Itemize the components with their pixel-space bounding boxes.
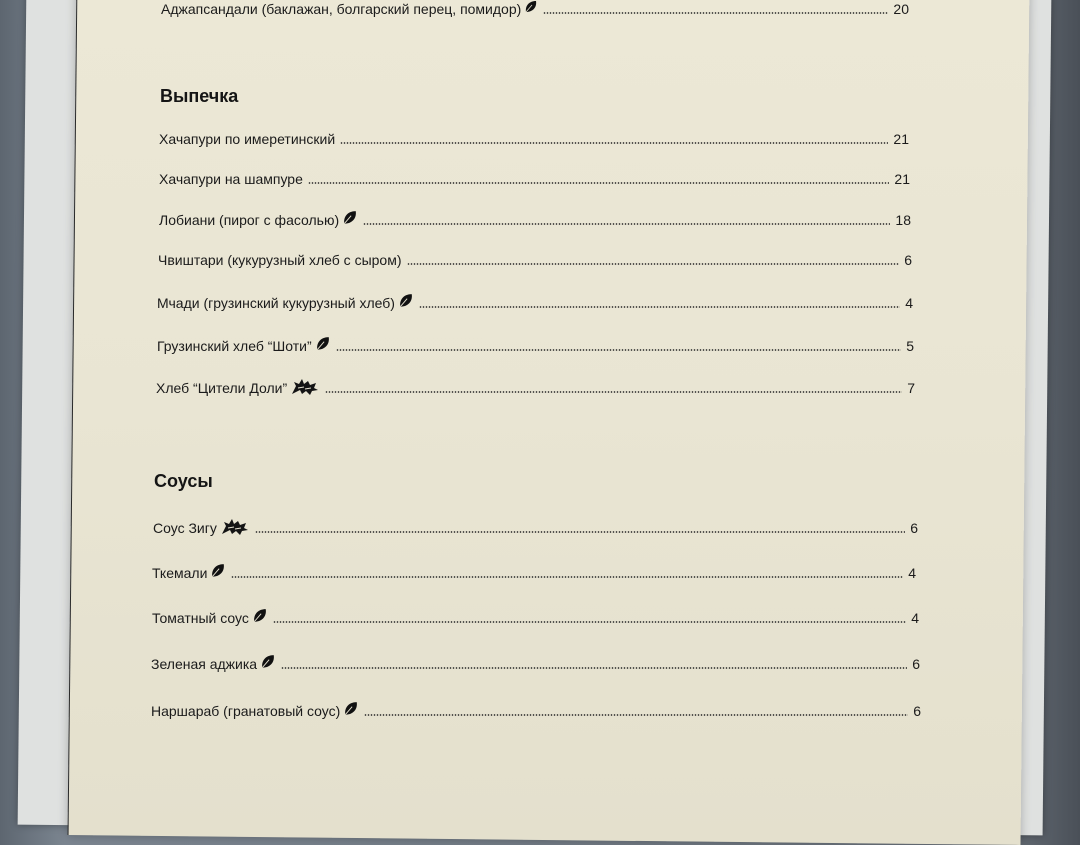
item-name: Хачапури по имеретинский: [159, 131, 336, 147]
menu-item: [152, 565, 916, 581]
item-price: 21: [894, 171, 910, 187]
dot-leader: [336, 349, 902, 351]
menu-item: [159, 171, 910, 187]
leaf-icon: [260, 654, 276, 670]
dot-leader: [364, 714, 908, 716]
item-price: 18: [895, 212, 911, 228]
section-title-vypechka: Выпечка: [160, 86, 239, 106]
wolf-icon: [290, 376, 320, 396]
item-name: Зеленая аджика: [151, 656, 258, 672]
menu-item: [158, 252, 912, 268]
leaf-icon: [210, 563, 226, 579]
item-name: Лобиани (пирог с фасолью): [159, 212, 340, 228]
leaf-icon: [342, 210, 358, 226]
dot-leader: [340, 142, 888, 144]
menu-item-adzhapsandali: [161, 1, 909, 17]
dot-leader: [273, 621, 906, 623]
item-price: 6: [913, 703, 921, 719]
leaf-icon: [524, 0, 538, 14]
dot-leader: [419, 306, 900, 308]
leaf-icon: [252, 608, 268, 624]
item-name: Хачапури на шампуре: [159, 171, 303, 187]
wolf-icon: [220, 516, 250, 536]
item-price: 6: [904, 252, 912, 268]
dot-leader: [231, 576, 903, 578]
leaf-icon: [343, 701, 359, 717]
dot-leader: [281, 667, 907, 669]
menu-item: [151, 656, 920, 672]
item-price: 6: [910, 520, 918, 536]
menu-item: [153, 520, 918, 536]
item-name: Томатный соус: [152, 610, 249, 626]
dot-leader: [407, 263, 900, 265]
item-price: 7: [907, 380, 915, 396]
dot-leader: [363, 223, 890, 225]
item-name: Наршараб (гранатовый соус): [151, 703, 341, 719]
item-name: Ткемали: [152, 565, 208, 581]
dot-leader: [543, 12, 888, 14]
item-name: Хлеб “Цители Доли”: [156, 380, 288, 396]
item-name: Мчади (грузинский кукурузный хлеб): [157, 295, 395, 311]
item-name: Аджапсандали (баклажан, болгарский перец, помидор): [161, 1, 522, 17]
item-name: Грузинский хлеб “Шоти”: [157, 338, 312, 354]
menu-item: [152, 610, 919, 626]
menu-item: [157, 295, 913, 311]
item-name: Соус Зигу: [153, 520, 217, 536]
item-name: Чвиштари (кукурузный хлеб с сыром): [158, 252, 402, 268]
item-price: 6: [912, 656, 920, 672]
menu-item: [159, 212, 911, 228]
dot-leader: [325, 391, 902, 393]
item-price: 20: [893, 1, 909, 17]
dot-leader: [255, 531, 905, 533]
dot-leader: [308, 182, 890, 184]
item-price: 4: [905, 295, 913, 311]
item-price: 5: [906, 338, 914, 354]
menu-item: [159, 131, 909, 147]
menu-item: [157, 338, 914, 354]
menu-item: [156, 380, 915, 396]
leaf-icon: [398, 293, 414, 309]
menu-item: [151, 703, 921, 719]
item-price: 4: [908, 565, 916, 581]
item-price: 21: [893, 131, 909, 147]
leaf-icon: [315, 336, 331, 352]
item-price: 4: [911, 610, 919, 626]
section-title-sousy: Соусы: [154, 471, 213, 491]
